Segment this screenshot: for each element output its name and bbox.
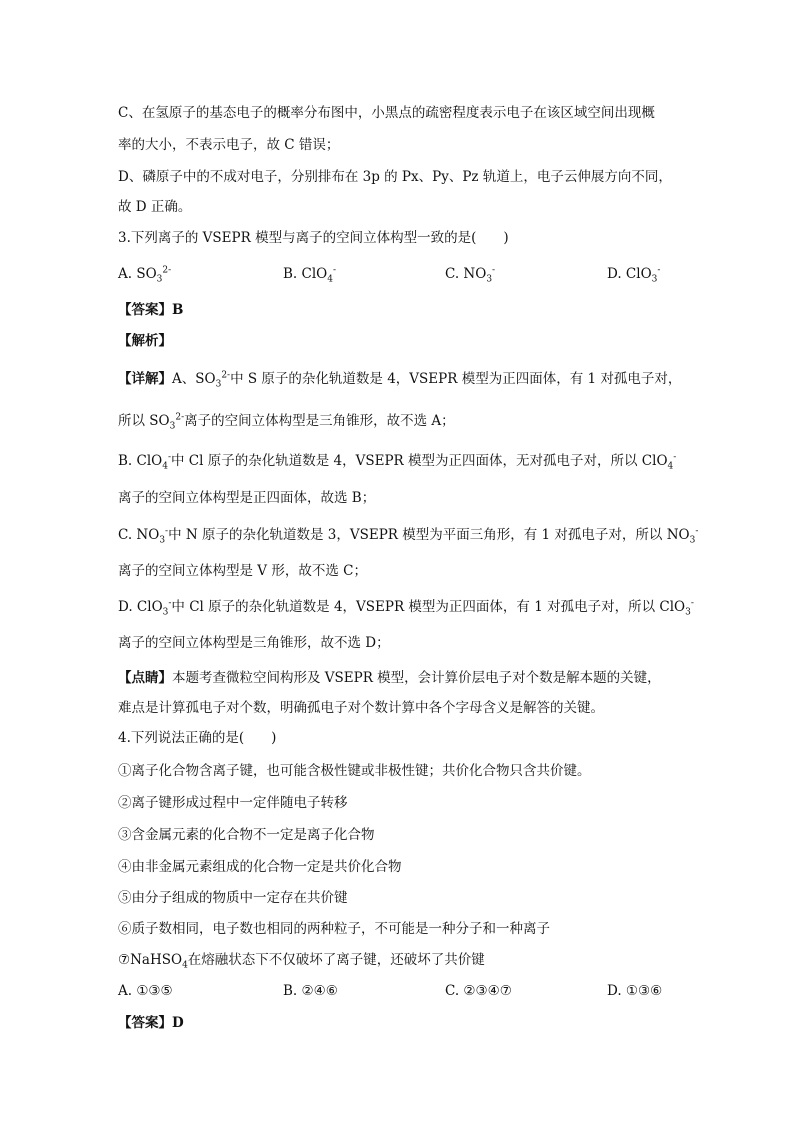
question-3-stem: 3.下列离子的 VSEPR 模型与离子的空间立体构型一致的是( ): [118, 230, 509, 246]
q3-detail-b-line1: B. ClO$_4$-中 Cl 原子的杂化轨道数是 4，VSEPR 模型为正四面体，无对孤电子对，所以 ClO$_4$-: [118, 452, 677, 472]
q3-choice-a: A. $SO_3^{2-}$: [118, 265, 172, 285]
q3-detail-a-line1: 【详解】A、$SO_3^{2-}$中 S 原子的杂化轨道数是 4，VSEPR 模型为正四面体，有 1 对孤电子对，: [118, 370, 682, 390]
prev-explanation-d-line1: D、磷原子中的不成对电子，分别排布在 3p 的 Px、Py、Pz 轨道上，电子云伸展方向不同，: [118, 169, 672, 185]
q3-choice-d: D. ClO$_3$-: [607, 265, 661, 285]
q4-statement-6: ⑥质子数相同，电子数也相同的两种粒子，不可能是一种分子和一种离子: [118, 921, 550, 937]
q3-choice-c: C. $NO_3^-$: [445, 265, 496, 285]
q4-statement-4: ④由非金属元素组成的化合物一定是共价化合物: [118, 859, 402, 875]
q4-choice-c: C. ②③④⑦: [445, 983, 512, 999]
q4-statement-2: ②离子键形成过程中一定伴随电子转移: [118, 795, 348, 811]
q4-statement-7: ⑦NaHSO$_4$在熔融状态下不仅破坏了离子键，还破坏了共价键: [118, 952, 485, 971]
q3-detail-b-line2: 离子的空间立体构型是正四面体，故选 B；: [118, 490, 376, 506]
q4-choice-a: A. ①③⑤: [118, 983, 173, 999]
q3-detail-a-line2: 所以 $SO_3^{2-}$离子的空间立体构型是三角锥形，故不选 A；: [118, 412, 455, 432]
q3-detail-d-line1: D. ClO$_3$-中 Cl 原子的杂化轨道数是 4，VSEPR 模型为正四面体，有 1 对孤电子对，所以 ClO$_3$-: [118, 598, 694, 618]
q3-detail-c-line1: C. $NO_3^-$中 N 原子的杂化轨道数是 3，VSEPR 模型为平面三角形，有 1 对孤电子对，所以 $NO_3^-$: [118, 526, 699, 546]
q3-comment-line2: 难点是计算孤电子对个数，明确孤电子对个数计算中各个字母含义是解答的关键。: [118, 700, 604, 716]
q3-detail-d-line2: 离子的空间立体构型是三角锥形，故不选 D；: [118, 635, 390, 651]
question-4-stem: 4.下列说法正确的是( ): [118, 730, 277, 746]
prev-explanation-c-line2: 率的大小，不表示电子，故 C 错误；: [118, 137, 340, 153]
q4-statement-1: ①离子化合物含离子键，也可能含极性键或非极性键；共价化合物只含共价键。: [118, 763, 591, 779]
q4-statement-5: ⑤由分子组成的物质中一定存在共价键: [118, 890, 348, 906]
q3-analysis-heading: 【解析】: [118, 333, 172, 349]
q4-choice-b: B. ②④⑥: [283, 983, 338, 999]
q4-answer: 【答案】D: [118, 1015, 184, 1031]
q4-statement-3: ③含金属元素的化合物不一定是离子化合物: [118, 827, 375, 843]
prev-explanation-d-line2: 故 D 正确。: [118, 199, 192, 215]
prev-explanation-c-line1: C、在氢原子的基态电子的概率分布图中，小黑点的疏密程度表示电子在该区域空间出现概: [118, 105, 655, 121]
q3-answer: 【答案】B: [118, 302, 184, 318]
q3-comment-line1: 【点睛】本题考查微粒空间构形及 VSEPR 模型，会计算价层电子对个数是解本题的关键，: [118, 670, 661, 686]
q4-choice-d: D. ①③⑥: [607, 983, 663, 999]
q3-choice-b: B. ClO$_4$-: [283, 265, 336, 285]
q3-detail-c-line2: 离子的空间立体构型是 V 形，故不选 C；: [118, 563, 367, 579]
